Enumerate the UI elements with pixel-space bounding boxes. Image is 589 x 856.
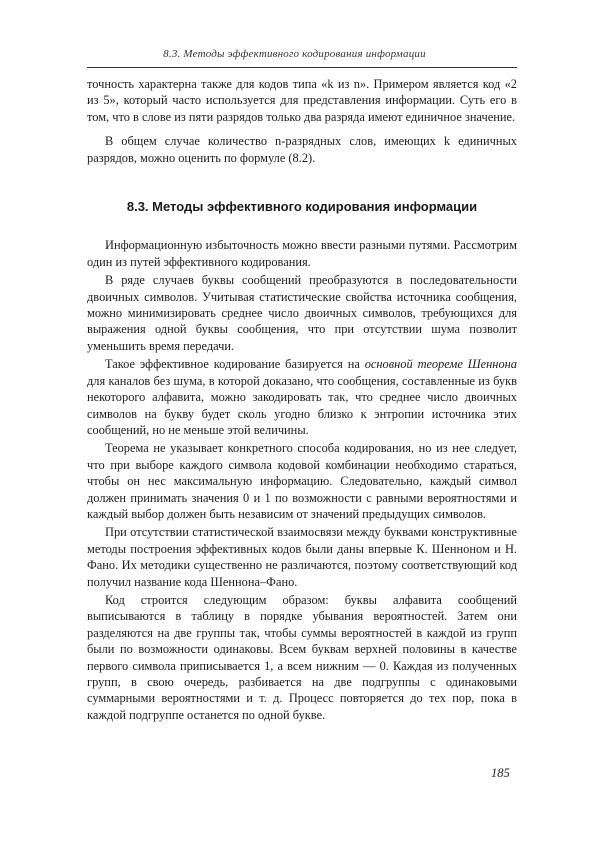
paragraph-intro: Информационную избыточность можно ввести разными путями. Рассмотрим один из путей эффективного кодирования. (87, 238, 517, 269)
paragraph-shannon-theorem (87, 356, 517, 438)
paragraph-shannon-fano: При отсутствии статистической взаимосвязи между буквами конструктивные методы построения эффективных кодов были даны впервые К. Шенноном и Н. Фано. Их методики существенно не различаются, поэтому соответствующий код получил название кода Шеннона–Фано. (87, 525, 517, 589)
header-divider (87, 67, 517, 68)
theorem-text-after: для каналов без шума, в которой доказано, что сообщения, составленные из букв некоторого алфавита, можно закодировать так, что среднее число двоичных символов на букву будет сколь угодно близко к энтропии источника этих сообщений, но не меньше этой величины. (87, 373, 517, 437)
paragraph-continuation: точность характерна также для кодов типа «k из n». Примером является код «2 из 5», который часто используется для представления информации. Суть его в том, что в слове из пяти разрядов только два разряда имеют единичное значение. (87, 77, 517, 124)
page-number: 185 (491, 766, 510, 780)
paragraph-formula-reference: В общем случае количество n-разрядных слов, имеющих k единичных разрядов, можно оценить по формуле (8.2). (87, 134, 517, 165)
theorem-text-before: Такое эффективное кодирование базируется на (105, 357, 365, 372)
theorem-name-emphasis: основной теореме Шеннона (364, 357, 517, 372)
running-header: 8.3. Методы эффективного кодирования информации (163, 48, 426, 60)
paragraph-code-construction: Код строится следующим образом: буквы алфавита сообщений выписываются в таблицу в порядке убывания вероятностей. Затем они разделяются на две группы так, чтобы суммы вероятностей в каждой из групп были по возможности одинаковы. Всем буквам верхней половины в качестве первого символа приписывается 1, а всем нижним — 0. Каждая из полученных групп, в свою очередь, разбивается на две подгруппы с одинаковыми суммарными вероятностями и т. д. Процесс повторяется до тех пор, пока в каждой подгруппе останется по одной букве. (87, 592, 517, 722)
section-heading: 8.3. Методы эффективного кодирования информации (126, 199, 478, 215)
page-body (87, 76, 517, 723)
paragraph-binary-symbols: В ряде случаев буквы сообщений преобразуются в последовательности двоичных символов. Учитывая статистические свойства источника сообщения, можно минимизировать среднее число двоичных символов, требующихся для выражения одной буквы сообщения, что при отсутствии шума позволит уменьшить время передачи. (87, 273, 517, 353)
paragraph-theorem-consequence: Теорема не указывает конкретного способа кодирования, но из нее следует, что при выборе каждого символа кодовой комбинации необходимо стараться, чтобы он нес максимальную информацию. Следовательно, каждый символ должен принимать значения 0 и 1 по возможности с равными вероятностями и каждый выбор должен быть независим от значений предыдущих символов. (87, 441, 517, 521)
